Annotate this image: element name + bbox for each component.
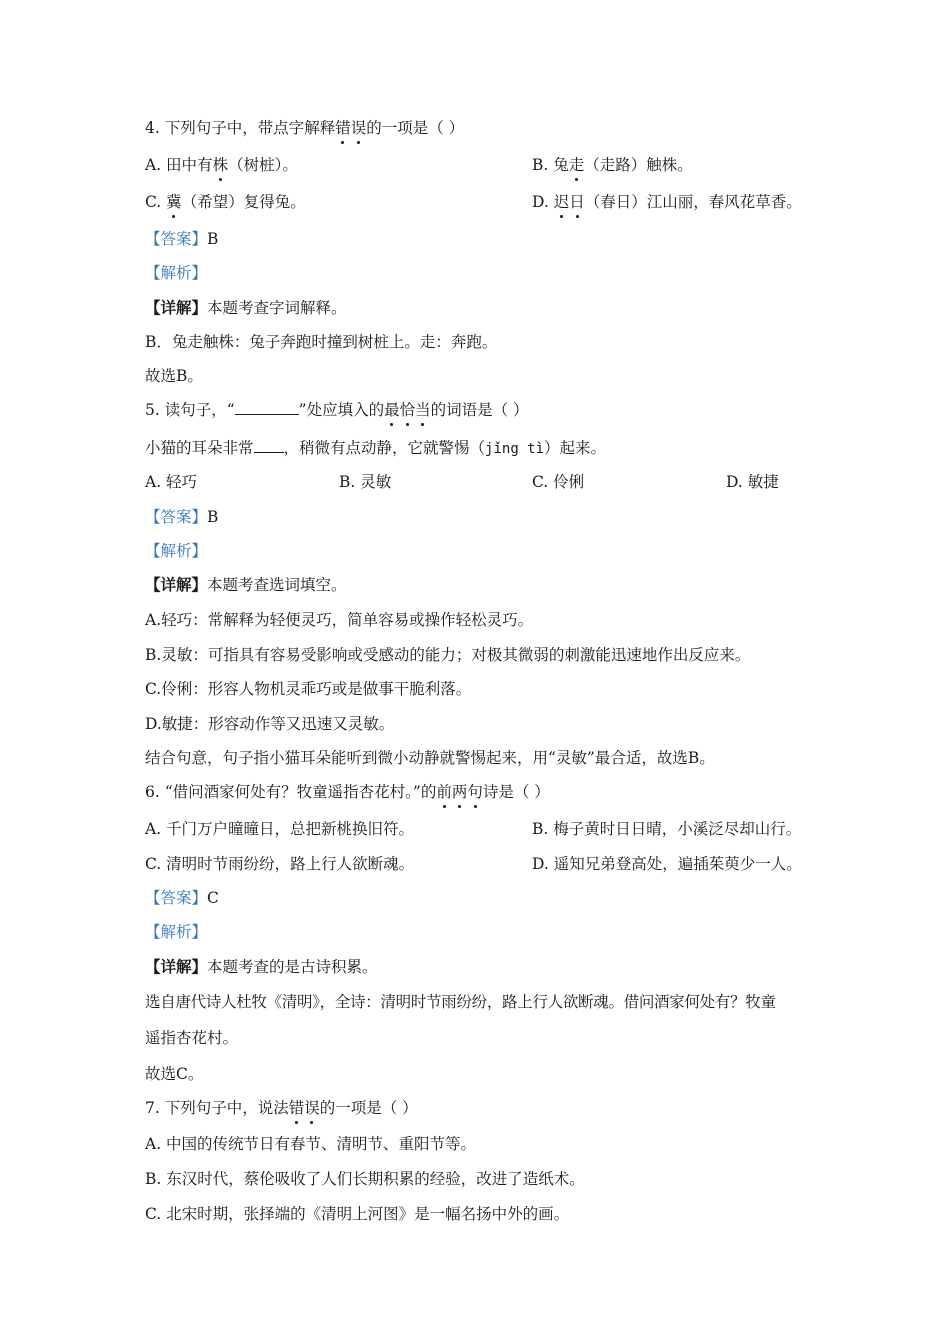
detail-tag: 【详解】 [145, 957, 208, 976]
q4-option-b [532, 154, 693, 176]
fill-blank [235, 400, 299, 415]
q7-stem-dot-char: 错 [288, 1099, 305, 1117]
detail-text: 本题考查选词填空。 [207, 576, 347, 594]
q4-stem-tail: 的一项是（ ） [366, 119, 465, 137]
q5-stem-tail: 的词语是（ ） [430, 401, 529, 419]
q4-option-d-text: D. [532, 193, 554, 211]
analysis-tag: 【解析】 [145, 264, 208, 282]
q4-option-c [145, 191, 306, 213]
q4-conclusion: 故选B。 [145, 367, 203, 385]
q6-option-d: D. 遥知兄弟登高处，遍插茱萸少一人。 [532, 855, 802, 873]
q4-option-a-text: A. 田中有 [145, 156, 213, 174]
q4-answer [145, 228, 218, 250]
q7-stem-tail: 的一项是（ ） [319, 1099, 418, 1117]
q5-detail [145, 574, 347, 596]
q5-stem-mid: ”处应填入的 [298, 401, 385, 419]
q5-conclusion: 结合句意，句子指小猫耳朵能听到微小动静就警惕起来，用“灵敏”最合适，故选B。 [145, 749, 715, 767]
q4-option-d-dot-char: 日 [569, 193, 585, 211]
detail-text: 本题考查的是古诗积累。 [207, 958, 378, 976]
q4-option-d-dot-char: 迟 [553, 193, 570, 211]
q4-option-a [145, 154, 298, 176]
q4-stem [145, 117, 464, 139]
q5-explanation-line: C.伶俐：形容人物机灵乖巧或是做事干脆利落。 [145, 680, 472, 698]
q4-option-b-text: B. 兔 [532, 156, 569, 174]
q5-option-a: A. 轻巧 [145, 473, 198, 491]
q5-analysis [145, 540, 207, 562]
q4-option-d-tail: （春日）江山丽，春风花草香。 [584, 193, 802, 211]
q6-stem-tail: 诗是（ ） [482, 783, 550, 801]
q6-option-b: B. 梅子黄时日日晴，小溪泛尽却山行。 [532, 820, 802, 838]
q4-option-c-dot-char: 冀 [166, 193, 182, 211]
q4-option-b-dot-char: 走 [568, 156, 585, 174]
q5-stem-dot-char: 当 [415, 401, 431, 419]
answer-tag: 【答案】 [145, 508, 208, 526]
q5-stem-dot-char: 恰 [399, 401, 416, 419]
answer-value: C [207, 889, 219, 907]
q6-stem-dot-char: 两 [451, 783, 468, 801]
q5-option-c: C. 伶俐 [532, 473, 585, 491]
q6-answer [145, 887, 219, 909]
q7-stem-dot-char: 误 [304, 1099, 320, 1117]
q4-explanation-line: B．兔走触株：兔子奔跑时撞到树桩上。走：奔跑。 [145, 333, 498, 351]
fill-blank [254, 438, 284, 453]
q5-sentence-text: 小猫的耳朵非常 [145, 439, 254, 457]
q5-sentence-mid: ，稍微有点动静，它就警惕（ [283, 439, 486, 457]
q5-stem-text: 5. 读句子，“ [145, 401, 235, 419]
q6-stem-dot-char: 前 [436, 783, 452, 801]
q4-stem-dot-char: 误 [350, 119, 367, 137]
q4-option-a-dot-char: 株 [212, 156, 229, 174]
detail-tag: 【详解】 [145, 575, 208, 594]
answer-value: B [207, 230, 219, 248]
q4-stem-text: 4. 下列句子中，带点字解释 [145, 119, 336, 137]
q5-stem [145, 399, 529, 421]
q7-stem [145, 1097, 418, 1119]
analysis-tag: 【解析】 [145, 542, 208, 560]
q5-explanation-line: A.轻巧：常解释为轻便灵巧，简单容易或操作轻松灵巧。 [145, 611, 534, 629]
q4-option-a-tail: （树桩）。 [228, 156, 298, 174]
q7-option-b: B. 东汉时代，蔡伦吸收了人们长期积累的经验，改进了造纸术。 [145, 1170, 585, 1188]
q4-option-c-text: C. [145, 193, 167, 211]
q4-option-d [532, 191, 802, 213]
q5-option-d: D. 敏捷 [726, 473, 779, 491]
q7-option-a: A. 中国的传统节日有春节、清明节、重阳节等。 [145, 1135, 477, 1153]
detail-tag: 【详解】 [145, 298, 208, 317]
q6-stem [145, 781, 550, 803]
q4-detail [145, 297, 347, 319]
q5-sentence-end: ）起来。 [544, 439, 607, 457]
analysis-tag: 【解析】 [145, 923, 208, 941]
q6-explanation-line: 遥指杏花村。 [145, 1029, 239, 1047]
q6-stem-dot-char: 句 [467, 783, 483, 801]
q6-explanation-line: 选自唐代诗人杜牧《清明》，全诗：清明时节雨纷纷，路上行人欲断魂。借问酒家何处有？牧童 [145, 993, 776, 1011]
q5-answer [145, 506, 218, 528]
q6-analysis [145, 921, 207, 943]
q6-detail [145, 956, 378, 978]
q6-option-c: C. 清明时节雨纷纷，路上行人欲断魂。 [145, 855, 415, 873]
q6-conclusion: 故选C。 [145, 1065, 204, 1083]
q7-option-c: C. 北宋时期，张择端的《清明上河图》是一幅名扬中外的画。 [145, 1205, 570, 1223]
q5-explanation-line: B.灵敏：可指具有容易受影响或受感动的能力；对极其微弱的刺激能迅速地作出反应来。 [145, 646, 751, 664]
q7-stem-text: 7. 下列句子中，说法 [145, 1099, 289, 1117]
q6-option-a: A. 千门万户曈曈日，总把新桃换旧符。 [145, 820, 415, 838]
q5-explanation-line: D.敏捷：形容动作等又迅速又灵敏。 [145, 715, 395, 733]
q4-analysis [145, 262, 207, 284]
q6-stem-text: 6. “借问酒家何处有？牧童遥指杏花村。”的 [145, 783, 437, 801]
detail-text: 本题考查字词解释。 [207, 299, 347, 317]
answer-tag: 【答案】 [145, 230, 208, 248]
q4-option-b-tail: （走路）触株。 [584, 156, 693, 174]
answer-value: B [207, 508, 219, 526]
q5-pinyin: jǐng tì [485, 441, 545, 457]
q4-option-c-tail: （希望）复得兔。 [181, 193, 306, 211]
q5-stem-dot-char: 最 [384, 401, 400, 419]
q5-option-b: B. 灵敏 [339, 473, 392, 491]
q4-stem-dot-char: 错 [335, 119, 351, 137]
q5-sentence [145, 437, 606, 460]
answer-tag: 【答案】 [145, 889, 208, 907]
